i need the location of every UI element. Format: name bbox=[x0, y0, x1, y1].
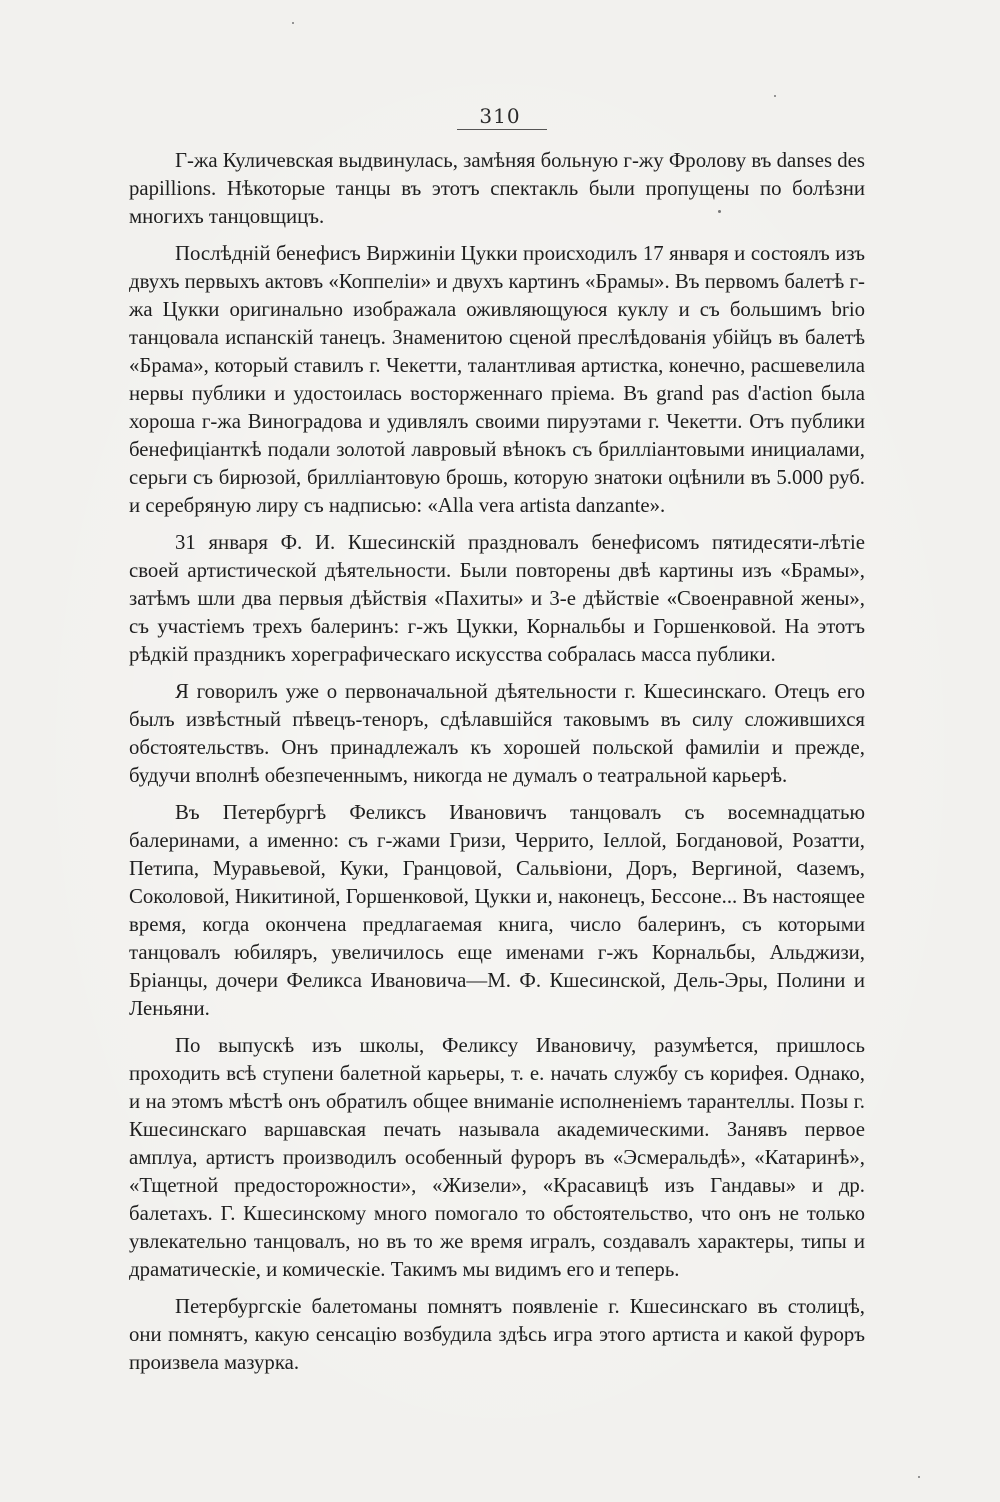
body-text bbox=[129, 147, 865, 1386]
paper-speck bbox=[292, 22, 294, 24]
paragraph: Петербургскiе балетоманы помнятъ появленiе г. Кшесинскаго въ столицѣ, они помнятъ, какую сенсацiю возбудила здѣсь игра этого артиста и какой фуроръ произвела мазурка. bbox=[129, 1295, 865, 1374]
paragraph: По выпускѣ изъ школы, Феликсу Ивановичу, разумѣется, пришлось проходить всѣ ступени балетной карьеры, т. е. начать службу съ корифея. Однако, и на этомъ мѣстѣ онъ обратилъ общее вниманiе исполненiемъ тарантеллы. Позы г. Кшесинскаго варшавская печать называла академическими. Занявъ первое амплуа, артистъ производилъ особенный фуроръ въ «Эсмеральдѣ», «Катаринѣ», «Тщетной предосторожности», «Жизели», «Красавицѣ изъ Гандавы» и др. балетахъ. Г. Кшесинскому много помогало то обстоятельство, что онъ не только увлекательно танцовалъ, но въ то же время игралъ, создавалъ характеры, типы и драматическiе, и комическiе. Такимъ мы видимъ его и теперь. bbox=[129, 1034, 865, 1281]
paragraph: Г-жа Куличевская выдвинулась, замѣняя больную г-жу Фролову въ danses des papillions. Нѣкоторые танцы въ этотъ спектакль были пропущены по болѣзни многихъ танцовщицъ. bbox=[129, 149, 865, 228]
paper-speck bbox=[718, 210, 721, 213]
page-number: 310 bbox=[479, 104, 521, 128]
paragraph: Послѣднiй бенефисъ Виржинiи Цукки происходилъ 17 января и состоялъ изъ двухъ первыхъ актовъ «Коппелiи» и двухъ картинъ «Брамы». Въ первомъ балетѣ г-жа Цукки оригинально изображала оживляющуюся куклу и съ большимъ brio танцовала испанскiй танецъ. Знаменитою сценой преслѣдованiя убiйцъ въ балетѣ «Брама», который ставилъ г. Чекетти, талантливая артистка, конечно, расшевелила нервы публики и удостоилась восторженнаго прiема. Въ grand pas d'action была хороша г-жа Виноградова и удивлялъ своими пируэтами г. Чекетти. Отъ публики бенефицiанткѣ подали золотой лавровый вѣнокъ съ бриллiантовыми инициалами, серьги съ бирюзой, бриллiантовую брошь, которую знатоки оцѣнили въ 5.000 руб. и серебряную лиру съ надписью: «Alla vera artista danzante». bbox=[129, 242, 865, 517]
page-number-rule bbox=[457, 129, 547, 130]
paper-speck bbox=[918, 1476, 920, 1478]
paragraph: Я говорилъ уже о первоначальной дѣятельности г. Кшесинскаго. Отецъ его былъ извѣстный пѣвецъ-теноръ, сдѣлавшiйся таковымъ въ силу сложившихся обстоятельствъ. Онъ принадлежалъ къ хорошей польской фамилiи и прежде, будучи вполнѣ обезпеченнымъ, никогда не думалъ о театральной карьерѣ. bbox=[129, 680, 865, 787]
paper-speck bbox=[774, 95, 776, 97]
paragraph: Въ Петербургѣ Феликсъ Ивановичъ танцовалъ съ восемнадцатью балеринами, а именно: съ г-жами Гризи, Черрито, Iеллой, Богдановой, Розатти, Петипа, Муравьевой, Куки, Гранцовой, Сальвiони, Доръ, Вергиной, વаземъ, Соколовой, Никитиной, Горшенковой, Цукки и, наконецъ, Бессоне... Въ настоящее время, когда окончена предлагаемая книга, число балеринъ, съ которыми танцовалъ юбиляръ, увеличилось еще именами г-жъ Корнальбы, Альджизи, Брiанцы, дочери Феликса Ивановича—М. Ф. Кшесинской, Дель-Эры, Полини и Леньяни. bbox=[129, 801, 865, 1020]
paragraph: 31 января Ф. И. Кшесинскiй праздновалъ бенефисомъ пятидесяти-лѣтiе своей артистической дѣятельности. Были повторены двѣ картины изъ «Брамы», затѣмъ шли два первыя дѣйствiя «Пахиты» и 3-е дѣйствiе «Своенравной жены», съ участiемъ трехъ балеринъ: г-жъ Цукки, Корнальбы и Горшенковой. На этотъ рѣдкiй праздникъ хореграфическаго искусства собралась масса публики. bbox=[129, 531, 865, 666]
